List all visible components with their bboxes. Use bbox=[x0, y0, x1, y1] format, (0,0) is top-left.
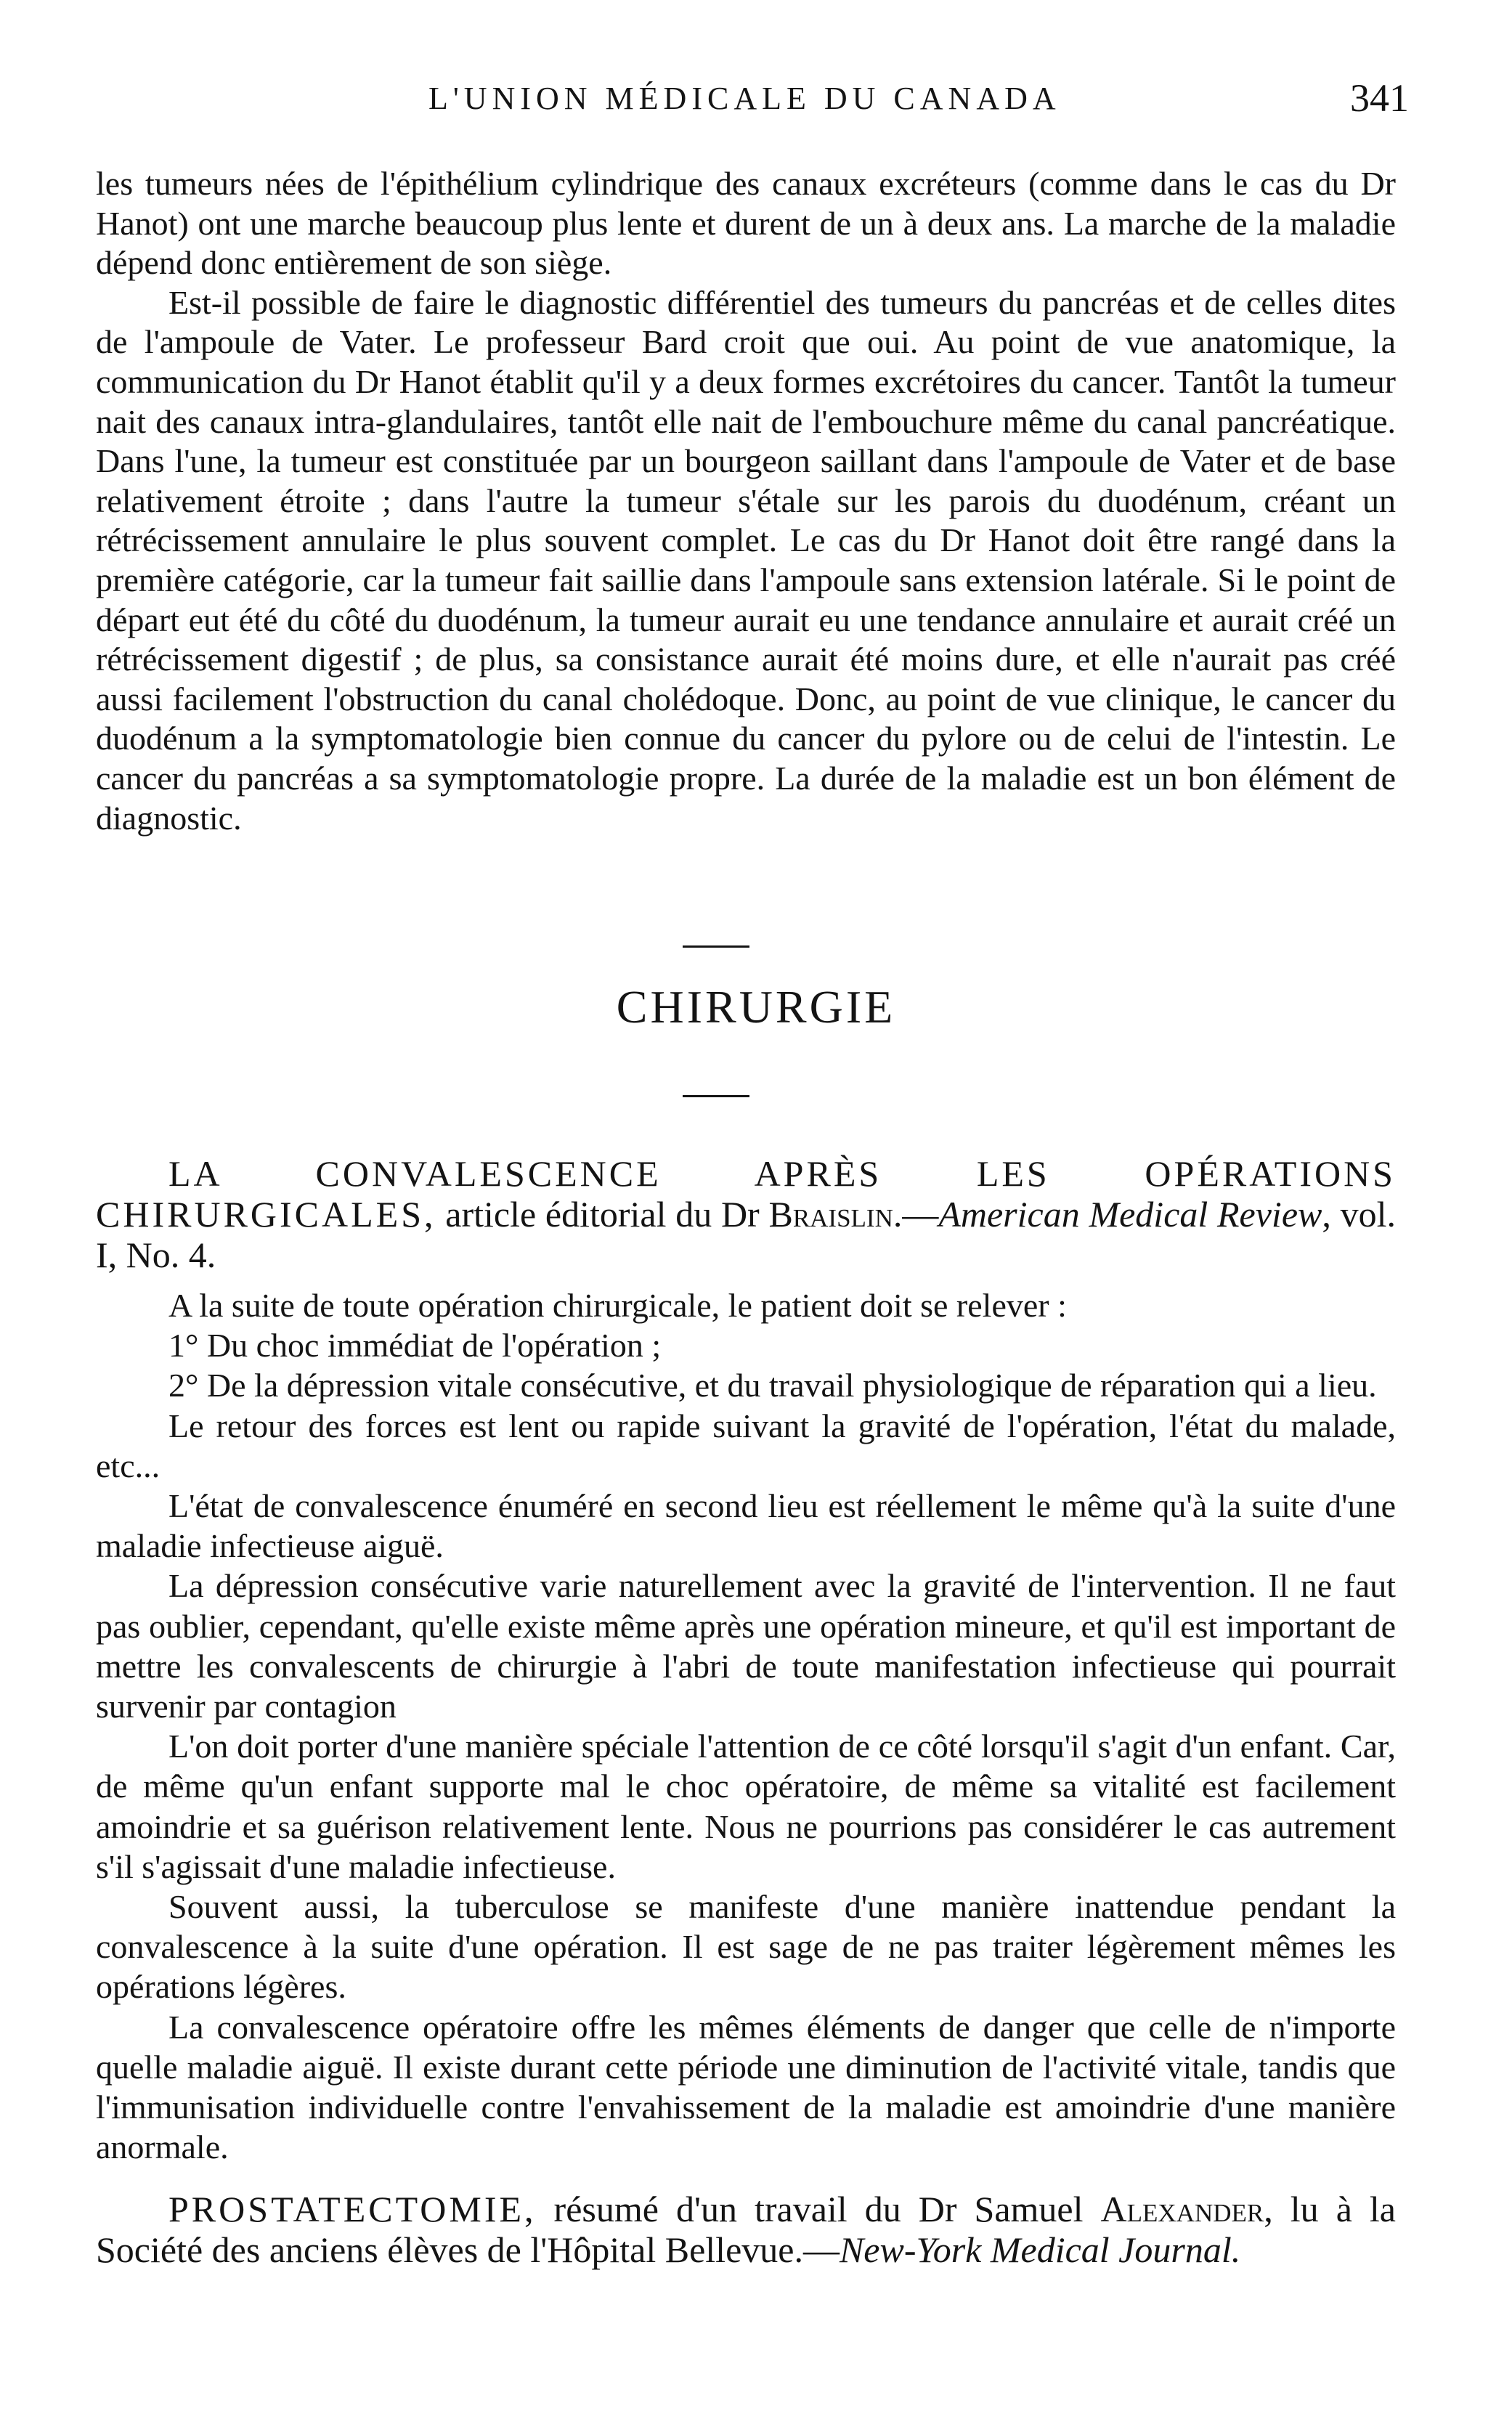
articles bbox=[96, 1153, 1396, 2270]
article-reference: , vol. I, No. 4. bbox=[96, 1194, 1396, 1275]
article-author: Braislin bbox=[768, 1194, 893, 1235]
paragraph: A la suite de toute opération chirurgicale, le patient doit se relever : bbox=[168, 1287, 1067, 1324]
article-author: Alexander bbox=[1100, 2189, 1264, 2230]
running-title: L'UNION MÉDICALE DU CANADA bbox=[428, 81, 1061, 116]
article-byline: article éditorial du Dr bbox=[436, 1194, 769, 1235]
paragraph: L'on doit porter d'une manière spéciale l'attention de ce côté lorsqu'il s'agit d'un enfant. Car, de même qu'un enfant supporte mal le choc opératoire, de même sa vitalité est facilement amoindrie et sa guérison relativement lente. Nous ne pourrions pas considérer le cas autrement s'il s'agissait d'une maladie infectieuse. bbox=[96, 1728, 1396, 1885]
article-title: LA CONVALESCENCE APRÈS LES OPÉRATIONS CHIRURGICALES, bbox=[96, 1153, 1396, 1235]
page-header bbox=[0, 76, 1512, 131]
article-heading bbox=[96, 2189, 1396, 2270]
section-rule-bottom bbox=[683, 1095, 749, 1097]
article-byline: résumé d'un travail du Dr Samuel bbox=[536, 2189, 1101, 2230]
paragraph: Est-il possible de faire le diagnostic différentiel des tumeurs du pancréas et de celles dites de l'ampoule de Vater. Le professeur Bard croit que oui. Au point de vue anatomique, la communication du Dr Hanot établit qu'il y a deux formes excrétoires du cancer. Tantôt la tumeur nait des canaux intra-glandulaires, tantôt elle nait de l'embouchure même du canal pancréatique. Dans l'une, la tumeur est constituée par un bourgeon saillant dans l'ampoule de Vater et de base relativement étroite ; dans l'autre la tumeur s'étale sur les parois du duodénum, créant un rétrécissement annulaire le plus souvent complet. Le cas du Dr Hanot doit être rangé dans la première catégorie, car la tumeur fait saillie dans l'ampoule sans extension latérale. Si le point de départ eut été du côté du duodénum, la tumeur aurait eu une tendance annulaire et aurait créé un rétrécissement digestif ; de plus, sa consistance aurait été moins dure, et elle n'aurait pas créé aussi facilement l'obstruction du canal cholédoque. Donc, au point de vue clinique, le cancer du duodénum a la symptomatologie bien connue du cancer du pylore ou de celui de l'intestin. Le cancer du pancréas a sa symptomatologie propre. La durée de la maladie est un bon élément de diagnostic. bbox=[96, 283, 1396, 837]
article-journal: American Medical Review bbox=[938, 1194, 1322, 1235]
paragraph: Le retour des forces est lent ou rapide suivant la gravité de l'opération, l'état du malade, etc... bbox=[96, 1407, 1396, 1484]
paragraph: Souvent aussi, la tuberculose se manifeste d'une manière inattendue pendant la convalescence à la suite d'une opération. Il est sage de ne pas traiter légèrement mêmes les opérations légères. bbox=[96, 1888, 1396, 2006]
article-heading bbox=[96, 1153, 1396, 1275]
article-byline-end: , lu à la Société des anciens élèves de l'Hôpital Bellevue.— bbox=[96, 2189, 1396, 2271]
continuation-text bbox=[96, 164, 1396, 838]
article-title: PROSTATECTOMIE, bbox=[168, 2189, 537, 2230]
paragraph: les tumeurs nées de l'épithélium cylindrique des canaux excréteurs (comme dans le cas du Dr Hanot) ont une marche beaucoup plus lente et durent de un à deux ans. La marche de la maladie dépend donc entièrement de son siège. bbox=[96, 165, 1396, 282]
section-title: CHIRURGIE bbox=[616, 981, 896, 1033]
section-rule-top bbox=[683, 945, 749, 948]
paragraph: La dépression consécutive varie naturellement avec la gravité de l'intervention. Il ne faut pas oublier, cependant, qu'elle existe même après une opération mineure, et qu'il est important de mettre les convalescents de chirurgie à l'abri de toute manifestation infectieuse qui pourrait survenir par contagion bbox=[96, 1567, 1396, 1725]
paragraph: La convalescence opératoire offre les mêmes éléments de danger que celle de n'importe quelle maladie aiguë. Il existe durant cette période une diminution de l'activité vitale, tandis que l'immunisation individuelle contre l'envahissement de la maladie est amoindrie d'une manière anormale. bbox=[96, 2008, 1396, 2166]
paragraph: L'état de convalescence énuméré en second lieu est réellement le même qu'à la suite d'une maladie infectieuse aiguë. bbox=[96, 1487, 1396, 1565]
page-number: 341 bbox=[1350, 76, 1409, 120]
article-dash: .— bbox=[893, 1194, 939, 1235]
paragraph: 2° De la dépression vitale consécutive, et du travail physiologique de réparation qui a lieu. bbox=[168, 1367, 1377, 1404]
paragraph: 1° Du choc immédiat de l'opération ; bbox=[168, 1327, 662, 1364]
article-journal: New-York Medical Journal. bbox=[839, 2229, 1241, 2271]
